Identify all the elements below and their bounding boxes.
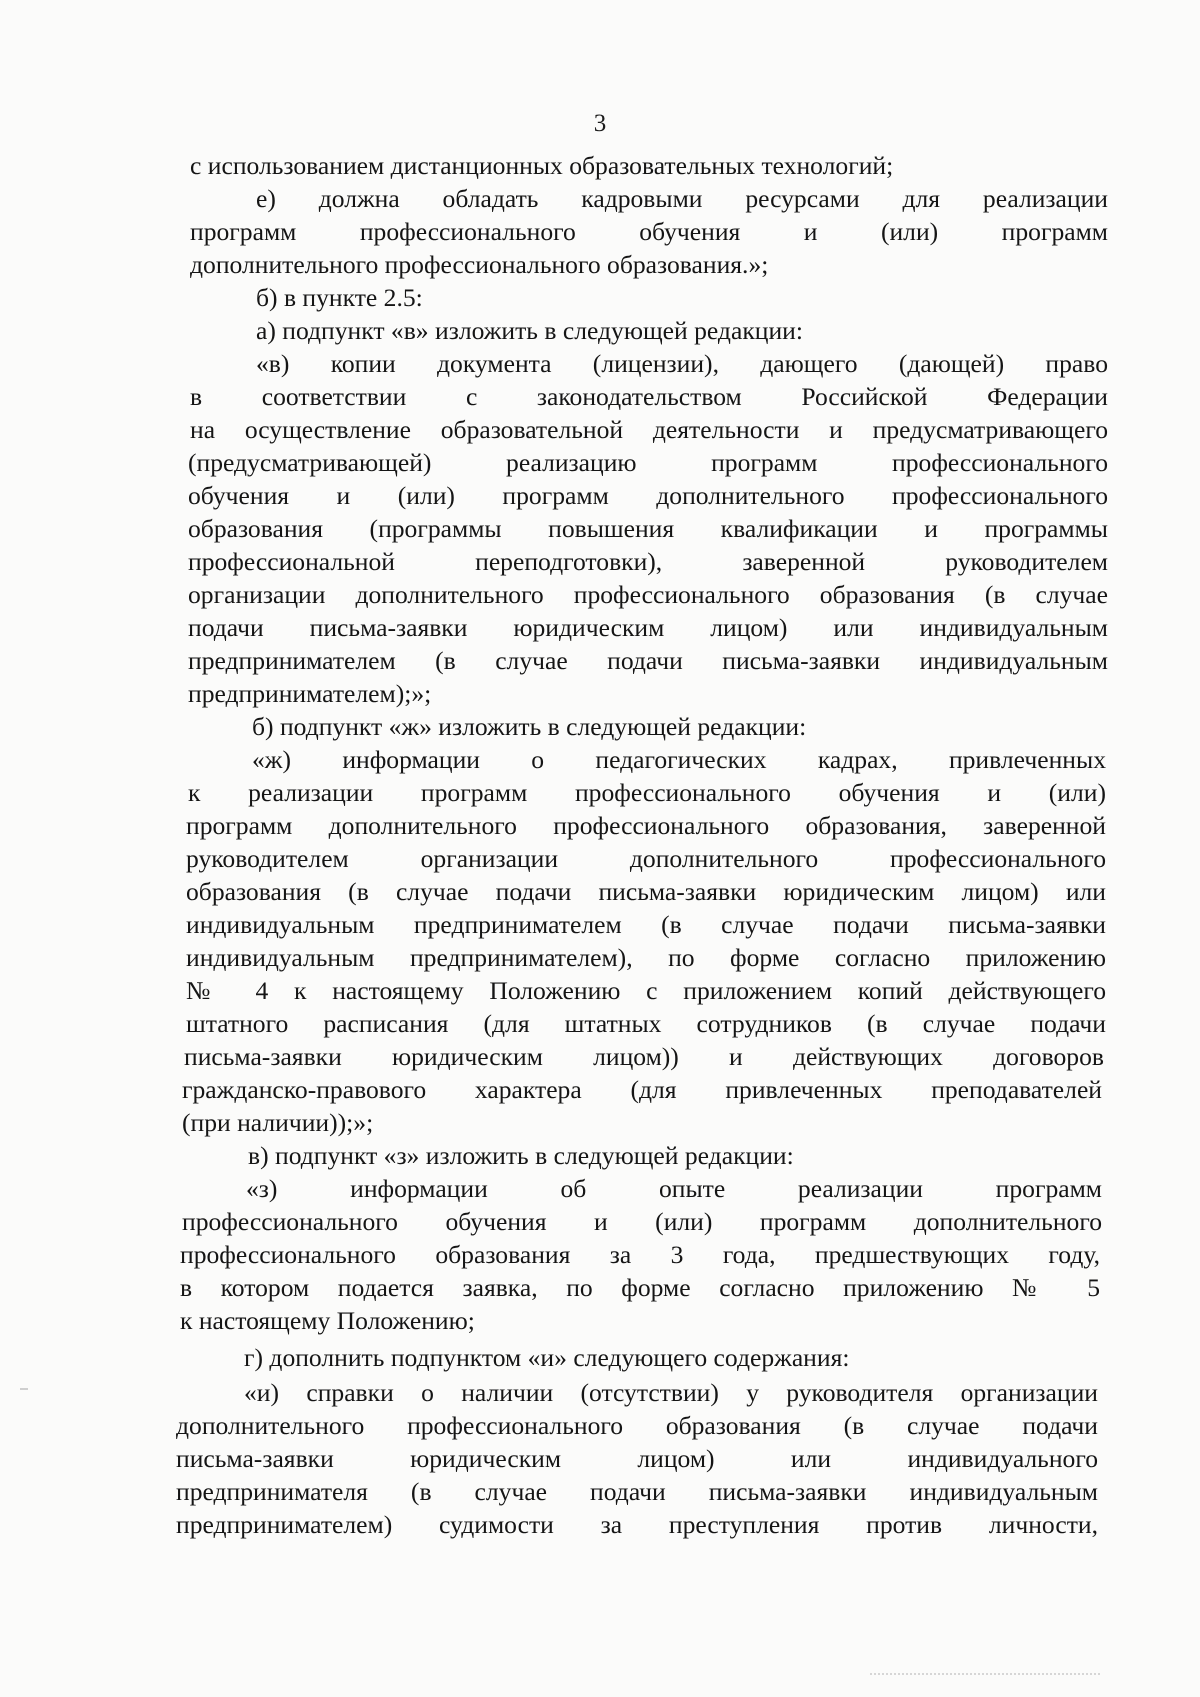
text-line: г) дополнить подпунктом «и» следующего содержания:	[244, 1343, 850, 1372]
text-line: руководителем организации дополнительного профессионального	[186, 844, 1106, 873]
text-line: профессионального обучения и (или) программ дополнительного	[182, 1207, 1102, 1236]
text-line: организации дополнительного профессионального образования (в случае	[188, 580, 1108, 609]
text-line: б) в пункте 2.5:	[256, 283, 423, 312]
text-line: предпринимателя (в случае подачи письма-заявки индивидуальным	[176, 1477, 1098, 1506]
text-line: дополнительного профессионального образования (в случае подачи	[176, 1411, 1098, 1440]
text-line: б) подпункт «ж» изложить в следующей редакции:	[252, 712, 807, 741]
text-line: подачи письма-заявки юридическим лицом) или индивидуальным	[188, 613, 1108, 642]
text-line: образования (в случае подачи письма-заявки юридическим лицом) или	[186, 877, 1106, 906]
text-line: «и) справки о наличии (отсутствии) у руководителя организации	[244, 1378, 1098, 1407]
text-line: в соответствии с законодательством Российской Федерации	[190, 382, 1108, 411]
text-line: дополнительного профессионального образования.»;	[190, 250, 769, 279]
text-line: индивидуальным предпринимателем), по форме согласно приложению	[186, 943, 1106, 972]
text-line: письма-заявки юридическим лицом) или индивидуального	[176, 1444, 1098, 1473]
text-line: «в) копии документа (лицензии), дающего (дающей) право	[256, 349, 1108, 378]
text-line: «ж) информации о педагогических кадрах, привлеченных	[252, 745, 1106, 774]
text-line: к реализации программ профессионального обучения и (или)	[188, 778, 1106, 807]
text-line: а) подпункт «в» изложить в следующей редакции:	[256, 316, 803, 345]
text-line: программ профессионального обучения и (или) программ	[190, 217, 1108, 246]
text-line: профессиональной переподготовки), заверенной руководителем	[188, 547, 1108, 576]
scan-artifact	[870, 1673, 1100, 1679]
text-line: (при наличии));»;	[182, 1108, 374, 1137]
text-line: гражданско-правового характера (для привлеченных преподавателей	[182, 1075, 1102, 1104]
text-line: к настоящему Положению;	[180, 1306, 475, 1335]
scan-speck	[20, 1388, 28, 1390]
text-line: профессионального образования за 3 года, предшествующих году,	[180, 1240, 1100, 1269]
text-line: (предусматривающей) реализацию программ профессионального	[188, 448, 1108, 477]
text-line: образования (программы повышения квалификации и программы	[188, 514, 1108, 543]
text-line: штатного расписания (для штатных сотрудников (в случае подачи	[186, 1009, 1106, 1038]
text-line: письма-заявки юридическим лицом)) и действующих договоров	[184, 1042, 1104, 1071]
text-line: на осуществление образовательной деятельности и предусматривающего	[190, 415, 1108, 444]
text-line: е) должна обладать кадровыми ресурсами для реализации	[256, 184, 1108, 213]
text-line: предпринимателем) судимости за преступления против личности,	[176, 1510, 1098, 1539]
text-line: предпринимателем);»;	[188, 679, 432, 708]
text-line: обучения и (или) программ дополнительного профессионального	[188, 481, 1108, 510]
page-number: 3	[593, 110, 607, 137]
text-line: предпринимателем (в случае подачи письма-заявки индивидуальным	[188, 646, 1108, 675]
text-line: № 4 к настоящему Положению с приложением копий действующего	[186, 976, 1106, 1005]
text-line: в) подпункт «з» изложить в следующей редакции:	[248, 1141, 794, 1170]
text-line: программ дополнительного профессионального образования, заверенной	[186, 811, 1106, 840]
text-line: индивидуальным предпринимателем (в случае подачи письма-заявки	[186, 910, 1106, 939]
text-line: «з) информации об опыте реализации программ	[246, 1174, 1102, 1203]
text-line: с использованием дистанционных образовательных технологий;	[190, 151, 894, 180]
text-line: в котором подается заявка, по форме согласно приложению № 5	[180, 1273, 1100, 1302]
